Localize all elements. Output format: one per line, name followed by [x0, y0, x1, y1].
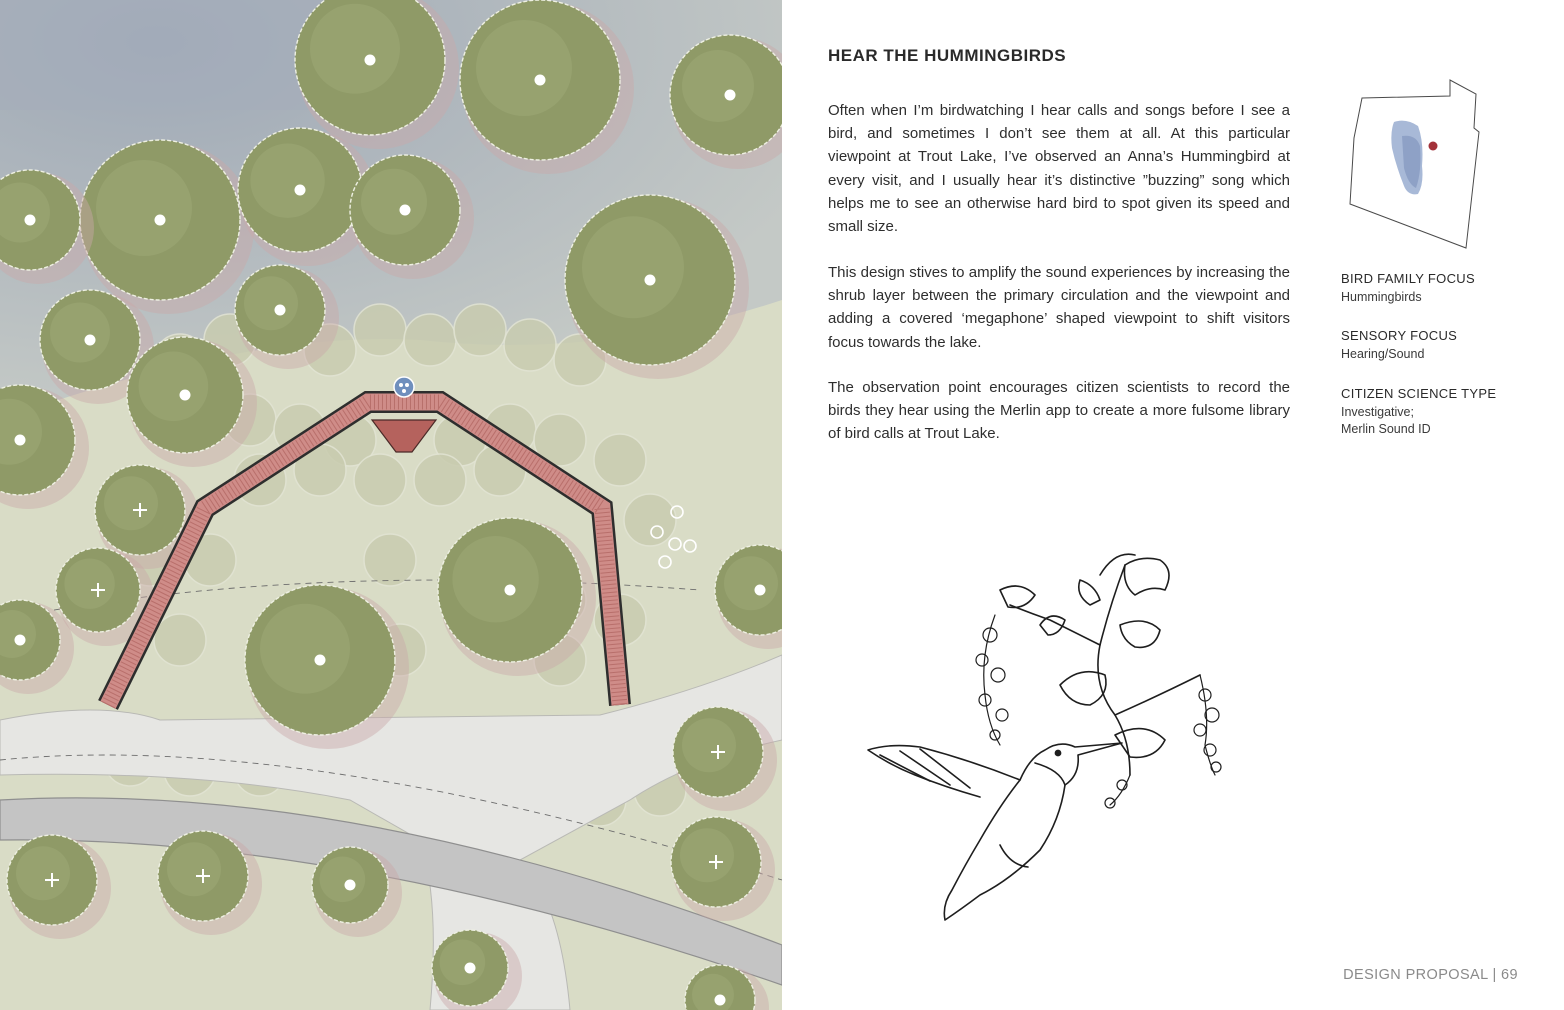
shrub: [454, 304, 506, 356]
tree-center-dot: [85, 335, 96, 346]
shrub: [354, 454, 406, 506]
tree-center-dot: [725, 90, 736, 101]
meta-value: Merlin Sound ID: [1341, 422, 1431, 436]
page-footer: DESIGN PROPOSAL | 69: [1343, 967, 1518, 983]
shrub: [624, 494, 676, 546]
design-paragraph: This design stives to amplify the sound experiences by increasing the shrub layer between the primary circulation and the viewpoint and adding a covered ‘megaphone’ shaped viewpoint to shift visitors focus towards the lake.: [828, 264, 1290, 351]
tree-center-dot: [315, 655, 326, 666]
citizen-science-paragraph: The observation point encourages citizen scientists to record the birds they hear using the Merlin app to create a more fulsome library of bird calls at Trout Lake.: [828, 379, 1290, 443]
viewpoint-marker-icon: [394, 377, 414, 397]
tree-center-dot: [25, 215, 36, 226]
tree-center-dot: [400, 205, 411, 216]
meta-label: CITIZEN SCIENCE TYPE: [1341, 386, 1497, 401]
hummingbird-sketch: [860, 535, 1250, 930]
sensory-focus: [1341, 328, 1521, 363]
hummingbird: [868, 743, 1122, 920]
citizen-science-type: [1341, 386, 1521, 438]
location-marker-icon: [1429, 142, 1438, 151]
tree-center-dot: [345, 880, 356, 891]
bird-family-focus: [1341, 271, 1521, 306]
tree-center-dot: [295, 185, 306, 196]
shrub: [154, 614, 206, 666]
shrub: [594, 434, 646, 486]
tree-center-dot: [755, 585, 766, 596]
currant-branch: [1000, 554, 1200, 775]
tree-center-dot: [715, 995, 726, 1006]
tree-center-dot: [465, 963, 476, 974]
meta-label: BIRD FAMILY FOCUS: [1341, 271, 1475, 286]
tree-center-dot: [180, 390, 191, 401]
park-locator-map: [1346, 76, 1486, 252]
tree-center-dot: [15, 435, 26, 446]
shrub: [414, 454, 466, 506]
shrub: [364, 534, 416, 586]
shrub: [354, 304, 406, 356]
shrub: [404, 314, 456, 366]
meta-value: Investigative;: [1341, 405, 1414, 419]
tree-center-dot: [505, 585, 516, 596]
tree-center-dot: [535, 75, 546, 86]
page-title: HEAR THE HUMMINGBIRDS: [828, 46, 1067, 65]
tree-center-dot: [155, 215, 166, 226]
tree-center-dot: [275, 305, 286, 316]
tree-center-dot: [15, 635, 26, 646]
shrub: [504, 319, 556, 371]
intro-paragraph: Often when I’m birdwatching I hear calls and songs before I see a bird, and sometimes I don’t see them at all. At this particular viewpoint at Trout Lake, I’ve observed an Anna’s Hummingbird at every visit, and I usually hear it’s distinctive ”buzzing” song which helps me to see an otherwise hard bird to spot given its speed and small size.: [828, 102, 1290, 236]
meta-value: Hearing/Sound: [1341, 347, 1425, 361]
tree-center-dot: [365, 55, 376, 66]
meta-label: SENSORY FOCUS: [1341, 328, 1458, 343]
meta-value: Hummingbirds: [1341, 290, 1422, 304]
tree-center-dot: [645, 275, 656, 286]
